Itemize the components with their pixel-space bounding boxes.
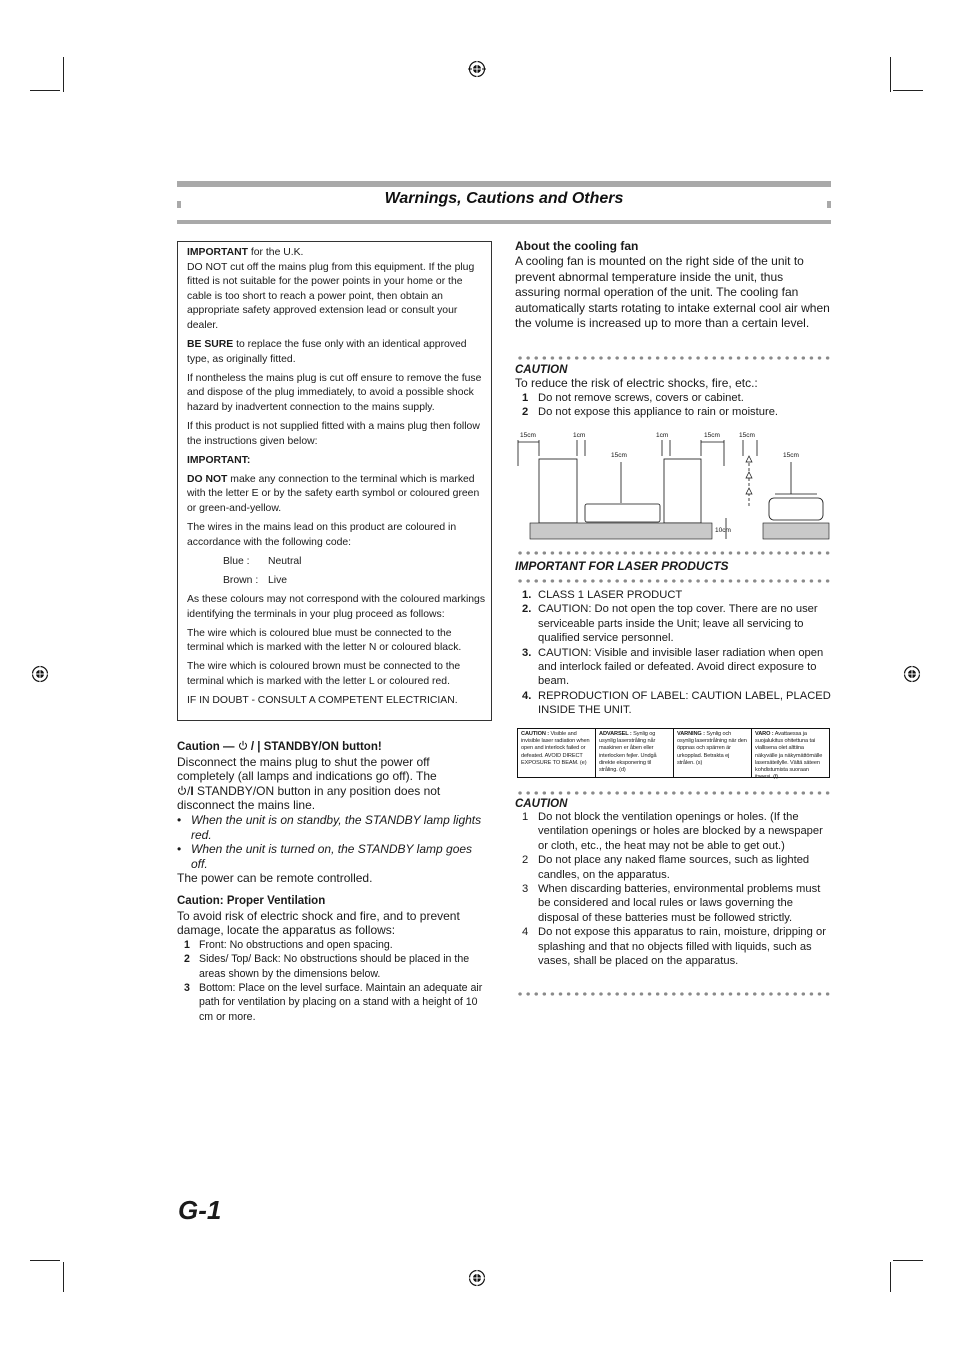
list-item [515, 602, 831, 645]
label-cell-head: VARNING : [677, 731, 705, 737]
list-item [515, 925, 831, 968]
item-number: 2 [522, 406, 529, 419]
power-standby-icon [238, 740, 248, 751]
remote-text: The power can be remote controlled. [177, 871, 373, 886]
ventilation-list [177, 938, 489, 1024]
blue-wire-paragraph: The wire which is coloured blue must be connected to the terminal which is marked with the letter N or coloured black. [187, 627, 462, 654]
standby-bullet: • When the unit is turned on, the STANDBY lamp goes off. [177, 842, 489, 871]
item-number: 1 [522, 392, 529, 404]
dimension-label: 15cm [783, 452, 799, 459]
list-item [515, 588, 831, 602]
caution-section-2 [515, 798, 831, 968]
list-item [515, 405, 831, 419]
list-item [515, 882, 831, 925]
ventilation-intro: To avoid risk of electric shock and fire, and to prevent damage, locate the apparatus as follows: [177, 908, 460, 938]
item-text: Front: No obstructions and open spacing. [199, 938, 393, 951]
list-item [515, 646, 831, 689]
wire-colour-paragraph: The wires in the mains lead on this product are coloured in accordance with the following code: [187, 522, 457, 548]
header-bar-top [177, 181, 831, 187]
list-item [515, 853, 831, 882]
dimension-label: 15cm [739, 432, 755, 439]
crop-mark [63, 57, 64, 92]
be-sure-label: BE SURE [187, 339, 234, 351]
list-item [515, 391, 831, 405]
dimension-label: 1cm [656, 432, 669, 439]
caution-heading: CAUTION [515, 364, 568, 376]
caution-heading: CAUTION [515, 798, 568, 810]
dotted-divider [516, 791, 831, 795]
mains-plug-text: DO NOT cut off the mains plug from this equipment. If the plug fitted is not suitable for the power points in your home or the cable is too short to reach a power point, then obtain an appropriate safety approved extension lead or consult your dealer. [187, 261, 475, 331]
item-number: 2. [522, 603, 532, 616]
standby-bullet: • When the unit is on standby, the STANDBY lamp lights red. [177, 813, 489, 842]
cooling-fan-heading: About the cooling fan [515, 239, 639, 253]
item-number: 4 [522, 926, 529, 939]
registration-mark-icon [31, 665, 49, 683]
caution-list [515, 810, 831, 968]
brown-wire-paragraph: The wire which is coloured brown must be connected to the terminal which is marked with the letter L or coloured red. [187, 661, 461, 687]
do-not-label: DO NOT [187, 473, 228, 485]
list-item [515, 689, 831, 718]
registration-mark-icon [468, 1269, 486, 1287]
standby-heading-pre: Caution — [177, 741, 238, 753]
blue-key: Blue : [223, 555, 250, 567]
blue-value: Neutral [268, 555, 302, 567]
item-text: CAUTION: Visible and invisible laser radiation when open and interlock failed or defeated. Avoid direct exposure to beam. [538, 646, 824, 688]
item-text: REPRODUCTION OF LABEL: CAUTION LABEL, PLACED INSIDE THE UNIT. [538, 689, 831, 717]
crop-mark [893, 90, 923, 91]
list-item [515, 810, 831, 853]
if-in-doubt-paragraph: IF IN DOUBT - CONSULT A COMPETENT ELECTRICIAN. [187, 695, 458, 707]
label-cell-text: Synlig och osynlig laserstrålning när den öppnas och spärren är urkopplad. Betrakta ej strålen. (s) [677, 731, 747, 766]
dimension-label: 15cm [611, 452, 627, 459]
blue-wire-row [187, 555, 485, 570]
brown-value: Live [268, 574, 288, 586]
item-text: Do not place any naked flame sources, such as lighted candles, on the apparatus. [538, 854, 810, 881]
standby-heading: Caution — / | STANDBY/ON button! [177, 741, 382, 753]
item-number: 2 [184, 953, 190, 966]
page-title: Warnings, Cautions and Others [384, 190, 624, 207]
item-number: 3 [184, 981, 190, 994]
label-cell-english [518, 729, 596, 777]
caution-intro: To reduce the risk of electric shocks, fire, etc.: [515, 376, 758, 390]
dimension-label: 1cm [573, 432, 586, 439]
crop-mark [890, 57, 891, 92]
crop-mark [893, 1260, 923, 1261]
crop-mark [30, 1260, 60, 1261]
cooling-fan-section [515, 238, 831, 332]
do-not-paragraph [187, 473, 485, 517]
item-text: When discarding batteries, environmental problems must be considered and local rules or laws governing the disposal of these batteries must be followed strictly. [538, 883, 821, 924]
crop-mark [30, 90, 60, 91]
item-number: 1 [522, 811, 529, 823]
item-text: Sides/ Top/ Back: No obstructions should be placed in the areas shown by the dimensions below. [199, 953, 470, 980]
standby-heading-post: STANDBY/ON button! [260, 741, 382, 753]
item-text: Do not remove screws, covers or cabinet. [538, 392, 744, 404]
list-item [177, 952, 489, 981]
item-number: 4. [522, 689, 532, 702]
registration-mark-icon [468, 60, 486, 78]
label-cell-head: VARO : [755, 731, 774, 737]
caution-list [515, 391, 831, 420]
laser-heading-wrap [515, 559, 831, 573]
crop-mark [890, 1262, 891, 1292]
label-cell-danish [596, 729, 674, 777]
item-text: Do not expose this appliance to rain or moisture. [538, 406, 779, 419]
important-suffix: for the U.K. [248, 247, 304, 258]
important-heading-text: IMPORTANT: [187, 454, 251, 466]
laser-section [515, 588, 831, 718]
ventilation-heading: Caution: Proper Ventilation [177, 894, 326, 907]
laser-heading: IMPORTANT FOR LASER PRODUCTS [515, 559, 729, 573]
label-cell-head: ADVARSEL : [599, 731, 632, 737]
dimension-label: 15cm [704, 432, 720, 439]
brown-wire-row [187, 574, 485, 589]
list-item [177, 938, 489, 952]
uk-mains-plug-box [177, 241, 492, 721]
dotted-divider [516, 356, 831, 360]
laser-list [515, 588, 831, 718]
dotted-divider [516, 992, 831, 996]
registration-mark-icon [903, 665, 921, 683]
do-not-text: make any connection to the terminal which is marked with the letter E or by the safety earth symbol or coloured green or green-and-yellow. [187, 473, 480, 514]
standby-text-1: Disconnect the mains plug to shut the power off completely (all lamps and indications go off). The [177, 754, 437, 784]
crop-mark [63, 1262, 64, 1292]
dimension-label: 15cm [520, 432, 536, 439]
item-text: Do not expose this apparatus to rain, moisture, dripping or splashing and that no objects filled with liquids, such as vases, shall be placed on the apparatus. [538, 926, 826, 968]
list-item [177, 981, 489, 1024]
standby-text-2: STANDBY/ON button in any position does not disconnect the mains line. [177, 783, 441, 813]
label-cell-head: CAUTION : [521, 731, 549, 737]
cooling-fan-text: A cooling fan is mounted on the right side of the unit to prevent abnormal temperature inside the unit, thus assuring normal operation of the unit. The cooling fan automatically starts rotating to intake external cool air when the volume is increased up to more than a certain level. [515, 254, 830, 330]
item-text: CAUTION: Do not open the top cover. There are no user serviceable parts inside the Unit; leave all servicing to qualified service personnel. [538, 603, 818, 645]
standby-text: Disconnect the mains plug to shut the power off completely (all lamps and indications go off). The /I STANDBY/ON button in any position does not disconnect the mains line. [177, 754, 441, 813]
important-heading [187, 454, 485, 469]
power-standby-icon [177, 785, 187, 796]
item-text: Do not block the ventilation openings or holes. (If the ventilation openings or holes are blocked by a newspaper or cloth, etc., the heat may not be able to get out.) [538, 811, 823, 852]
dotted-divider [516, 551, 831, 555]
header-bar-bottom [177, 220, 831, 224]
label-cell-finnish [752, 729, 829, 781]
left-lower-column [177, 740, 489, 1024]
page-number: G-1 [178, 1195, 222, 1225]
laser-caution-label [517, 728, 830, 781]
important-paragraph [187, 246, 485, 334]
dotted-divider [516, 579, 831, 583]
label-cell-swedish [674, 729, 752, 777]
colours-correspond-paragraph: As these colours may not correspond with the coloured markings identifying the terminals in your plug proceed as follows: [187, 593, 486, 620]
no-plug-paragraph: If this product is not supplied fitted with a mains plug then follow the instructions given below: [187, 421, 480, 447]
important-label: IMPORTANT [187, 247, 248, 258]
item-number: 1 [184, 938, 190, 951]
item-number: 2 [522, 854, 529, 867]
label-cell-text: Avattaessa ja suojalukitus ohitettuna tai viallisena olet alttiina näkyvälle ja näkymättömälle lasersäteilylle. Vältä säteen kohdistumista suoraan itseesi. (f) [755, 731, 823, 781]
item-number: 3 [522, 883, 529, 896]
label-cell-text: Visible and invisible laser radiation when open and interlock failed or defeated. AVOID DIRECT EXPOSURE TO BEAM. (e) [521, 731, 590, 766]
caution-section-1 [515, 364, 831, 420]
be-sure-paragraph [187, 338, 485, 367]
be-sure-text: to replace the fuse only with an identical approved type, as originally fitted. [187, 339, 467, 365]
item-text: Bottom: Place on the level surface. Maintain an adequate air path for ventilation by placing on a stand with a height of 10 cm or more. [199, 981, 483, 1023]
item-text: CLASS 1 LASER PRODUCT [538, 589, 683, 601]
dimension-label: 10cm [715, 527, 731, 534]
label-cell-text: Synlig og usynlig laserstråling når maskinen er åben eller interlocken fejler. Undgå direkte eksponering til stråling. (d) [599, 731, 657, 774]
plug-cut-paragraph: If nontheless the mains plug is cut off ensure to remove the fuse and dispose of the plug immediately, to avoid a possible shock hazard by inadvertent connection to the mains supply. [187, 372, 482, 413]
item-number: 1. [522, 589, 532, 601]
brown-key: Brown : [223, 574, 259, 586]
standby-bullets [177, 813, 489, 871]
ventilation-diagram [515, 428, 833, 542]
item-number: 3. [522, 646, 532, 659]
